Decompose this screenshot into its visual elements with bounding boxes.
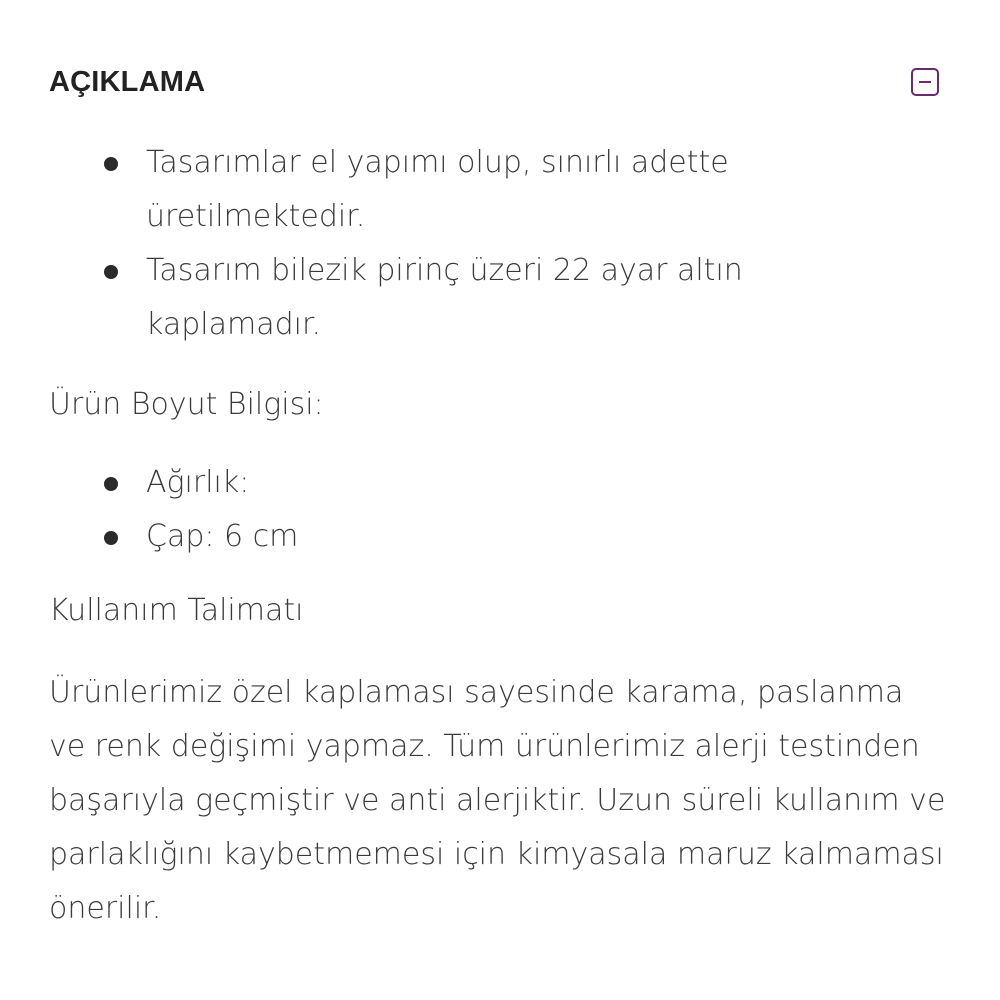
usage-text: Ürünlerimiz özel kaplaması sayesinde karama, paslanma ve renk değişimi yapmaz. Tüm ürünlerimiz alerji testinden başarıyla geçmiştir ve anti alerjiktir. Uzun süreli kullanım ve parlaklığını kaybetmemesi için kimyasala maruz kalmaması önerilir. xyxy=(49,675,946,926)
size-heading: Ürün Boyut Bilgisi: xyxy=(49,387,324,422)
size-list xyxy=(49,456,949,564)
minus-bar xyxy=(919,81,931,84)
minus-square-icon[interactable] xyxy=(911,68,939,96)
list-item: Tasarım bilezik pirinç üzeri 22 ayar altın kaplamadır. xyxy=(146,244,826,352)
description-content xyxy=(49,136,949,936)
section-title: AÇIKLAMA xyxy=(49,65,206,98)
list-item: Tasarımlar el yapımı olup, sınırlı adette üretilmektedir. xyxy=(146,136,826,244)
feature-list xyxy=(49,136,826,352)
list-item: Ağırlık: xyxy=(146,456,949,510)
usage-heading: Kullanım Talimatı xyxy=(49,593,304,628)
description-accordion-header[interactable] xyxy=(49,58,939,106)
list-item: Çap: 6 cm xyxy=(146,510,949,564)
